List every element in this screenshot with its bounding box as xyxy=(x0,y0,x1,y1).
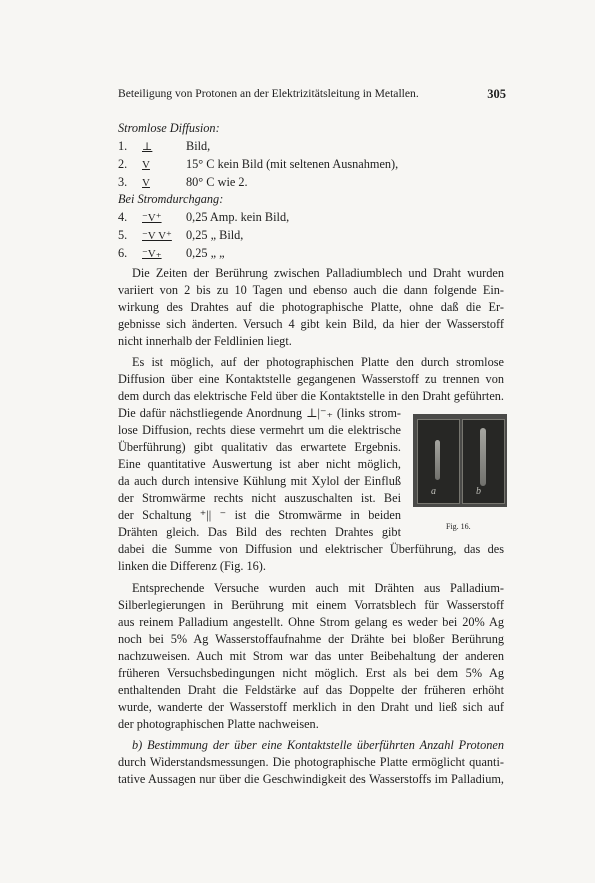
paragraph-line: Drähten gleich. Das Bild des rechten Drahtes gibt xyxy=(118,525,401,539)
list-item: 6. ⁻V₊ 0,25 „ „ xyxy=(118,246,225,260)
paragraph-line: variiert von 2 bis zu 10 Tagen und ebenso auch die dann folgende Ein- xyxy=(118,283,504,297)
paragraph-line: früheren Versuchsbedingungen nicht möglich. Erst als bei dem 5% Ag xyxy=(118,666,504,680)
paragraph-line: dabei die Summe von Diffusion und elektrischer Überführung, das des xyxy=(118,542,504,556)
running-header xyxy=(118,87,506,101)
panel-label-b: b xyxy=(476,486,481,497)
paragraph-line: Entsprechende Versuche wurden auch mit Drähten aus Palladium- xyxy=(132,581,504,595)
paragraph-line: Die dafür nächstliegende Anordnung ⊥|⁻₊ (links strom- xyxy=(118,406,401,420)
paragraph-line: dem durch das elektrische Feld über die Kontaktstelle in den Draht geführten. xyxy=(118,389,504,403)
list-item: 2. V 15° C kein Bild (mit seltenen Ausnahmen), xyxy=(118,157,399,171)
experiment-list-2 xyxy=(118,209,289,263)
paragraph-line: lose Diffusion, rechts diese vermehrt um die elektrische xyxy=(118,423,401,437)
hydrogen-trace xyxy=(480,428,486,486)
paragraph-line: der photographischen Platte nachweisen. xyxy=(118,717,319,731)
paragraph-line: Eine quantitative Auswertung ist aber nicht möglich, xyxy=(118,457,401,471)
paragraph-line: Die Zeiten der Berührung zwischen Palladiumblech und Draht wurden xyxy=(132,266,504,280)
paragraph-line: tative Aussagen nur über die Geschwindigkeit des Wasserstoffs im Palladium, xyxy=(118,772,504,786)
paragraph-line: wirkung des Drahtes auf die photographische Platte, ohne daß die Er- xyxy=(118,300,504,314)
paragraph-line: noch bei 5% Ag Wasserstoffaufnahme der Drähte bei bloßer Berührung xyxy=(118,632,504,646)
list-item: 5. ⁻V V⁺ 0,25 „ Bild, xyxy=(118,228,244,242)
paragraph-line: Diffusion über eine Kontaktstelle gegangenen Wasserstoff zu trennen von xyxy=(118,372,504,386)
running-title: Beteiligung von Protonen an der Elektrizitätsleitung in Metallen. xyxy=(118,87,419,100)
paragraph-line: Silberlegierungen in Berührung mit einem Vorratsblech für Wasserstoff xyxy=(118,598,504,612)
paragraph-line: Es ist möglich, auf der photographischen Platte den durch stromlose xyxy=(132,355,504,369)
list-item: 4. ⁻V⁺ 0,25 Amp. kein Bild, xyxy=(118,210,290,224)
paragraph-line: nachzuweisen. Auch mit Strom war das unter Beibehaltung der anderen xyxy=(118,649,504,663)
paragraph-line: enthaltenden Draht die Feldstärke auf das Doppelte der früheren erhöht xyxy=(118,683,504,697)
paragraph-line: nicht innerhalb der Feldlinien liegt. xyxy=(118,334,292,348)
list-item: 1. ⊥ Bild, xyxy=(118,139,211,153)
list-item: 3. V 80° C wie 2. xyxy=(118,175,248,189)
section-heading-stromlose-diffusion: Stromlose Diffusion: xyxy=(118,121,220,135)
experiment-list-1 xyxy=(118,138,398,192)
figure-panel-b xyxy=(462,419,505,504)
paragraph-line: aus reinem Palladium angestellt. Ohne Strom gelang es weder bei 20% Ag xyxy=(118,615,504,629)
figure-panel-a xyxy=(417,419,460,504)
figure-caption: Fig. 16. xyxy=(446,522,471,531)
paragraph-line: der Stromwärme rechts nicht auszuschalten ist. Bei xyxy=(118,491,401,505)
paragraph-line: wurde, wanderte der Wasserstoff merklich in den Draht und ließ sich auf xyxy=(118,700,504,714)
figure-16-photograph xyxy=(413,414,507,507)
paragraph-line: durch Widerstandsmessungen. Die photographische Platte ermöglicht quanti- xyxy=(118,755,504,769)
paragraph-line: linken die Differenz (Fig. 16). xyxy=(118,559,266,573)
paragraph-line: Überführung) gibt qualitativ das erwartete Ergebnis. xyxy=(118,440,401,454)
panel-label-a: a xyxy=(431,486,436,497)
paragraph-line: der Schaltung ⁺|| ⁻ ist die Stromwärme in beiden xyxy=(118,508,401,522)
section-heading-stromdurchgang: Bei Stromdurchgang: xyxy=(118,192,224,206)
page-number: 305 xyxy=(487,87,506,101)
paragraph-line: gebnisse sich änderten. Versuch 4 gibt kein Bild, da hier der Wasserstoff xyxy=(118,317,504,331)
paragraph-line: da auch durch intensive Kühlung mit Xylol der Einfluß xyxy=(118,474,401,488)
hydrogen-trace xyxy=(435,440,440,480)
section-b-heading: b) Bestimmung der über eine Kontaktstelle überführten Anzahl Protonen xyxy=(132,738,504,752)
